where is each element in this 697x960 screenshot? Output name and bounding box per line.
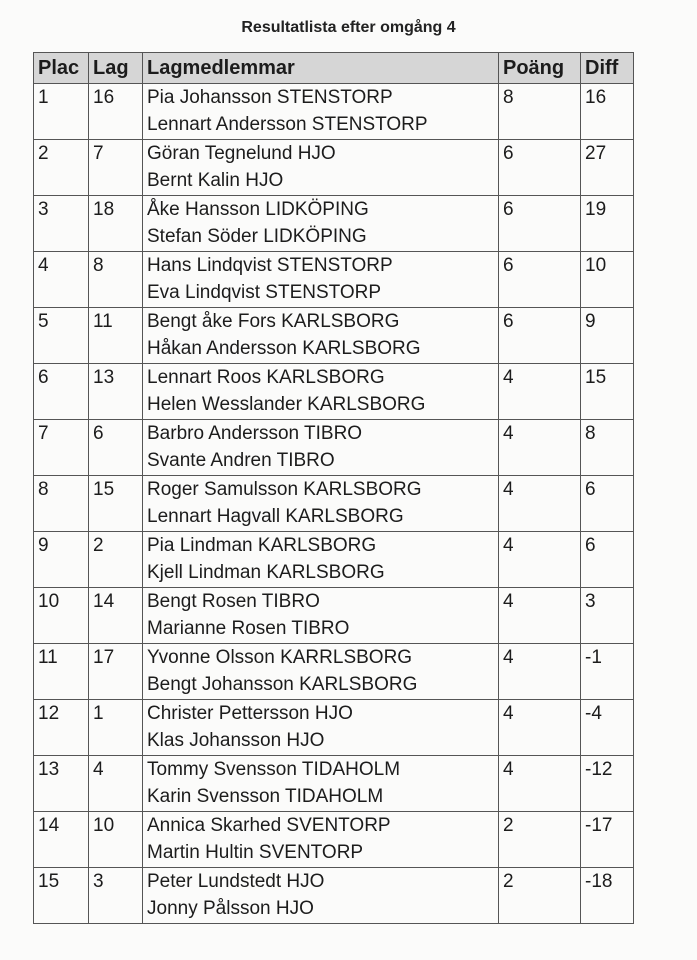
member-1: Hans Lindqvist STENSTORP [147, 255, 393, 276]
member-2: Lennart Andersson STENSTORP [147, 114, 428, 135]
cell-poang: 4 [499, 420, 581, 476]
cell-diff: 3 [581, 588, 634, 644]
member-1: Yvonne Olsson KARRLSBORG [147, 647, 413, 668]
cell-plac: 11 [34, 644, 89, 700]
header-plac: Plac [34, 53, 89, 84]
member-2: Eva Lindqvist STENSTORP [147, 282, 382, 303]
cell-lag: 2 [89, 532, 143, 588]
cell-members [143, 84, 499, 140]
member-2: Svante Andren TIBRO [147, 450, 335, 471]
cell-diff: -12 [581, 756, 634, 812]
cell-lag: 7 [89, 140, 143, 196]
cell-lag: 10 [89, 812, 143, 868]
member-2: Marianne Rosen TIBRO [147, 618, 350, 639]
cell-lag: 8 [89, 252, 143, 308]
cell-plac: 5 [34, 308, 89, 364]
cell-diff: -18 [581, 868, 634, 924]
cell-diff: 8 [581, 420, 634, 476]
cell-diff: 10 [581, 252, 634, 308]
cell-plac: 4 [34, 252, 89, 308]
member-2: Lennart Hagvall KARLSBORG [147, 506, 404, 527]
cell-lag: 16 [89, 84, 143, 140]
member-1: Åke Hansson LIDKÖPING [147, 199, 369, 220]
cell-diff: -4 [581, 700, 634, 756]
results-table [33, 52, 634, 924]
table-row [34, 364, 634, 420]
table-row [34, 196, 634, 252]
header-diff: Diff [581, 53, 634, 84]
member-1: Bengt åke Fors KARLSBORG [147, 311, 400, 332]
table-row [34, 644, 634, 700]
cell-members [143, 140, 499, 196]
member-2: Bernt Kalin HJO [147, 170, 284, 191]
cell-lag: 3 [89, 868, 143, 924]
cell-lag: 11 [89, 308, 143, 364]
cell-poang: 4 [499, 644, 581, 700]
cell-diff: 19 [581, 196, 634, 252]
cell-poang: 6 [499, 196, 581, 252]
cell-poang: 4 [499, 364, 581, 420]
table-row [34, 476, 634, 532]
cell-members [143, 476, 499, 532]
member-1: Lennart Roos KARLSBORG [147, 367, 385, 388]
cell-lag: 4 [89, 756, 143, 812]
table-row [34, 308, 634, 364]
table-row [34, 756, 634, 812]
member-1: Göran Tegnelund HJO [147, 143, 336, 164]
cell-lag: 18 [89, 196, 143, 252]
member-1: Tommy Svensson TIDAHOLM [147, 759, 401, 780]
cell-poang: 2 [499, 868, 581, 924]
cell-plac: 1 [34, 84, 89, 140]
member-1: Roger Samulsson KARLSBORG [147, 479, 422, 500]
cell-poang: 4 [499, 700, 581, 756]
cell-members [143, 588, 499, 644]
member-2: Jonny Pålsson HJO [147, 898, 314, 919]
cell-lag: 17 [89, 644, 143, 700]
member-2: Martin Hultin SVENTORP [147, 842, 364, 863]
cell-diff: -17 [581, 812, 634, 868]
table-row [34, 868, 634, 924]
cell-poang: 2 [499, 812, 581, 868]
cell-plac: 14 [34, 812, 89, 868]
cell-plac: 2 [34, 140, 89, 196]
table-row [34, 532, 634, 588]
cell-members [143, 812, 499, 868]
cell-members [143, 252, 499, 308]
header-row [34, 53, 634, 84]
cell-plac: 6 [34, 364, 89, 420]
cell-members [143, 364, 499, 420]
member-1: Barbro Andersson TIBRO [147, 423, 363, 444]
cell-poang: 6 [499, 252, 581, 308]
header-members: Lagmedlemmar [143, 53, 499, 84]
cell-members [143, 700, 499, 756]
member-1: Peter Lundstedt HJO [147, 871, 325, 892]
table-row [34, 588, 634, 644]
cell-members [143, 532, 499, 588]
cell-poang: 6 [499, 308, 581, 364]
member-1: Pia Johansson STENSTORP [147, 87, 393, 108]
cell-poang: 4 [499, 756, 581, 812]
cell-poang: 4 [499, 588, 581, 644]
cell-plac: 8 [34, 476, 89, 532]
cell-diff: 27 [581, 140, 634, 196]
cell-plac: 7 [34, 420, 89, 476]
member-1: Christer Pettersson HJO [147, 703, 353, 724]
cell-members [143, 420, 499, 476]
cell-lag: 13 [89, 364, 143, 420]
table-row [34, 812, 634, 868]
member-2: Karin Svensson TIDAHOLM [147, 786, 384, 807]
cell-plac: 12 [34, 700, 89, 756]
member-2: Helen Wesslander KARLSBORG [147, 394, 426, 415]
cell-plac: 13 [34, 756, 89, 812]
cell-diff: 9 [581, 308, 634, 364]
header-poang: Poäng [499, 53, 581, 84]
cell-plac: 10 [34, 588, 89, 644]
member-2: Klas Johansson HJO [147, 730, 325, 751]
table-row [34, 700, 634, 756]
member-2: Håkan Andersson KARLSBORG [147, 338, 421, 359]
cell-diff: 6 [581, 532, 634, 588]
cell-members [143, 756, 499, 812]
member-1: Annica Skarhed SVENTORP [147, 815, 391, 836]
cell-plac: 15 [34, 868, 89, 924]
member-2: Stefan Söder LIDKÖPING [147, 226, 367, 247]
cell-poang: 4 [499, 532, 581, 588]
cell-diff: 6 [581, 476, 634, 532]
table-row [34, 140, 634, 196]
cell-lag: 1 [89, 700, 143, 756]
cell-plac: 9 [34, 532, 89, 588]
results-body [34, 84, 634, 924]
table-row [34, 252, 634, 308]
cell-members [143, 308, 499, 364]
cell-poang: 6 [499, 140, 581, 196]
table-row [34, 84, 634, 140]
cell-poang: 8 [499, 84, 581, 140]
cell-members [143, 196, 499, 252]
cell-diff: 16 [581, 84, 634, 140]
member-1: Bengt Rosen TIBRO [147, 591, 320, 612]
member-1: Pia Lindman KARLSBORG [147, 535, 377, 556]
cell-diff: 15 [581, 364, 634, 420]
cell-lag: 6 [89, 420, 143, 476]
cell-diff: -1 [581, 644, 634, 700]
header-lag: Lag [89, 53, 143, 84]
cell-poang: 4 [499, 476, 581, 532]
cell-lag: 15 [89, 476, 143, 532]
cell-members [143, 644, 499, 700]
cell-plac: 3 [34, 196, 89, 252]
member-2: Bengt Johansson KARLSBORG [147, 674, 418, 695]
member-2: Kjell Lindman KARLSBORG [147, 562, 385, 583]
page-title: Resultatlista efter omgång 4 [241, 19, 456, 36]
cell-members [143, 868, 499, 924]
table-row [34, 420, 634, 476]
cell-lag: 14 [89, 588, 143, 644]
